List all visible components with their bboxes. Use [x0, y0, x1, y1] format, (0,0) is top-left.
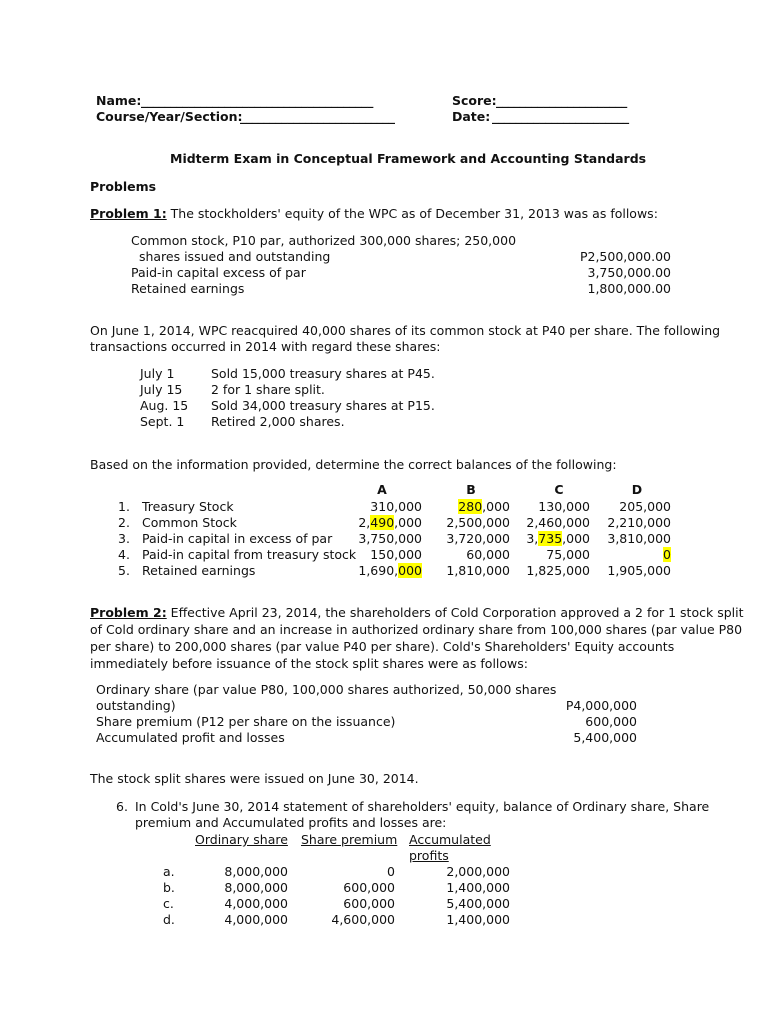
exam-title: Midterm Exam in Conceptual Framework and Accounting Standards [170, 151, 647, 166]
choice-profits: 5,400,000 [446, 896, 510, 911]
problem1-label: Problem 1: [90, 206, 167, 221]
equity-line-label: Common stock, P10 par, authorized 300,000 shares; 250,000 [131, 233, 517, 248]
equity-line-value: 1,800,000.00 [587, 281, 671, 296]
equity-line-value: P4,000,000 [565, 698, 637, 713]
cell-value: 130,000 [538, 499, 590, 514]
transaction-text: Retired 2,000 shares. [211, 414, 345, 429]
equity-line-value: 5,400,000 [573, 730, 637, 745]
equity-line-label: Paid-in capital excess of par [131, 265, 306, 280]
problem1-intro [90, 206, 658, 222]
row-number: 3. [118, 531, 130, 546]
cell-value: 1,825,000 [526, 563, 590, 578]
question-text: In Cold's June 30, 2014 statement of shareholders' equity, balance of Ordinary share, Share [135, 799, 710, 814]
row-number: 5. [118, 563, 130, 578]
choice-letter[interactable]: b. [163, 880, 175, 895]
column-header-profits-2: profits [409, 848, 449, 863]
score-field-line[interactable]: ______________________ [496, 93, 627, 108]
cell-value: 1,690,000 [358, 563, 422, 578]
row-label: Paid-in capital in excess of par [142, 531, 333, 546]
score-label: Score: [452, 93, 497, 108]
cell-value: 205,000 [619, 499, 671, 514]
cell-value: 3,810,000 [607, 531, 671, 546]
choice-letter[interactable]: c. [163, 896, 174, 911]
transaction-text: Sold 34,000 treasury shares at P15. [211, 398, 435, 413]
transaction-date: Sept. 1 [140, 414, 185, 429]
problem2-text: of Cold ordinary share and an increase in authorized ordinary share from 100,000 shares (par value P80 [90, 622, 743, 637]
row-label: Treasury Stock [142, 499, 234, 514]
course-field-line[interactable]: __________________________ [240, 109, 395, 124]
name-label: Name: [96, 93, 142, 108]
equity-line-label: Accumulated profit and losses [96, 730, 285, 745]
date-label: Date: [452, 109, 491, 124]
column-header-d: D [631, 482, 643, 497]
equity-line-value: P2,500,000.00 [579, 249, 671, 264]
problem2-text: per share) to 200,000 shares (par value P40 per share). Cold's Shareholders' Equity accounts [90, 639, 675, 654]
transaction-date: July 1 [140, 366, 175, 381]
equity-line-label: Retained earnings [131, 281, 245, 296]
row-number: 2. [118, 515, 130, 530]
problem2-label: Problem 2: [90, 605, 167, 620]
choice-profits: 1,400,000 [446, 912, 510, 927]
choice-ordinary: 8,000,000 [224, 880, 288, 895]
choice-premium: 4,600,000 [331, 912, 395, 927]
cell-value: 2,210,000 [607, 515, 671, 530]
transaction-text: Sold 15,000 treasury shares at P45. [211, 366, 435, 381]
column-header-c: C [554, 482, 564, 497]
question-number: 6. [116, 799, 128, 814]
row-label: Paid-in capital from treasury stock [142, 547, 357, 562]
choice-letter[interactable]: d. [163, 912, 175, 927]
transaction-text: 2 for 1 share split. [211, 382, 325, 397]
transaction-date: July 15 [140, 382, 183, 397]
equity-line-value: 600,000 [585, 714, 637, 729]
cell-value: 280,000 [458, 499, 510, 514]
equity-line-label: Ordinary share (par value P80, 100,000 shares authorized, 50,000 shares [96, 682, 557, 697]
row-number: 1. [118, 499, 130, 514]
cell-value: 0 [663, 547, 671, 562]
choice-ordinary: 4,000,000 [224, 912, 288, 927]
question-text: premium and Accumulated profits and losses are: [135, 815, 447, 830]
cell-value: 1,810,000 [446, 563, 510, 578]
column-header-a: A [377, 482, 387, 497]
column-header-b: B [466, 482, 476, 497]
cell-value: 310,000 [370, 499, 422, 514]
cell-value: 2,500,000 [446, 515, 510, 530]
column-header-profits: Accumulated [409, 832, 491, 847]
cell-value: 3,735,000 [526, 531, 590, 546]
split-note: The stock split shares were issued on June 30, 2014. [90, 771, 419, 786]
equity-line-label: outstanding) [96, 698, 176, 713]
cell-value: 75,000 [546, 547, 590, 562]
choice-premium: 600,000 [343, 896, 395, 911]
choice-ordinary: 4,000,000 [224, 896, 288, 911]
cell-value: 150,000 [370, 547, 422, 562]
column-header-ordinary: Ordinary share [195, 832, 288, 847]
cell-value: 2,490,000 [358, 515, 422, 530]
problem2-text: immediately before issuance of the stock split shares were as follows: [90, 656, 528, 671]
equity-line-value: 3,750,000.00 [587, 265, 671, 280]
equity-line-label: shares issued and outstanding [131, 249, 331, 264]
equity-line-label: Share premium (P12 per share on the issuance) [96, 714, 396, 729]
name-field-line[interactable]: _______________________________________ [141, 93, 374, 108]
row-number: 4. [118, 547, 130, 562]
choice-profits: 1,400,000 [446, 880, 510, 895]
problem2-intro: Problem 2: Effective April 23, 2014, the shareholders of Cold Corporation approved a 2 for 1 stock split [90, 605, 744, 620]
problem1-narrative: transactions occurred in 2014 with regard these shares: [90, 339, 441, 354]
problem1-intro-text: The stockholders' equity of the WPC as of December 31, 2013 was as follows: [166, 206, 658, 221]
problem1-question: Based on the information provided, determine the correct balances of the following: [90, 457, 617, 472]
row-label: Common Stock [142, 515, 237, 530]
choice-letter[interactable]: a. [163, 864, 175, 879]
column-header-premium: Share premium [301, 832, 398, 847]
cell-value: 2,460,000 [526, 515, 590, 530]
course-label: Course/Year/Section: [96, 109, 243, 124]
cell-value: 60,000 [466, 547, 510, 562]
transaction-date: Aug. 15 [140, 398, 189, 413]
choice-premium: 0 [387, 864, 395, 879]
row-label: Retained earnings [142, 563, 256, 578]
choice-ordinary: 8,000,000 [224, 864, 288, 879]
cell-value: 1,905,000 [607, 563, 671, 578]
cell-value: 3,720,000 [446, 531, 510, 546]
choice-profits: 2,000,000 [446, 864, 510, 879]
choice-premium: 600,000 [343, 880, 395, 895]
date-field-line[interactable]: _______________________ [492, 109, 629, 124]
cell-value: 3,750,000 [358, 531, 422, 546]
section-heading: Problems [90, 179, 157, 194]
problem1-narrative: On June 1, 2014, WPC reacquired 40,000 shares of its common stock at P40 per share. The following [90, 323, 721, 338]
